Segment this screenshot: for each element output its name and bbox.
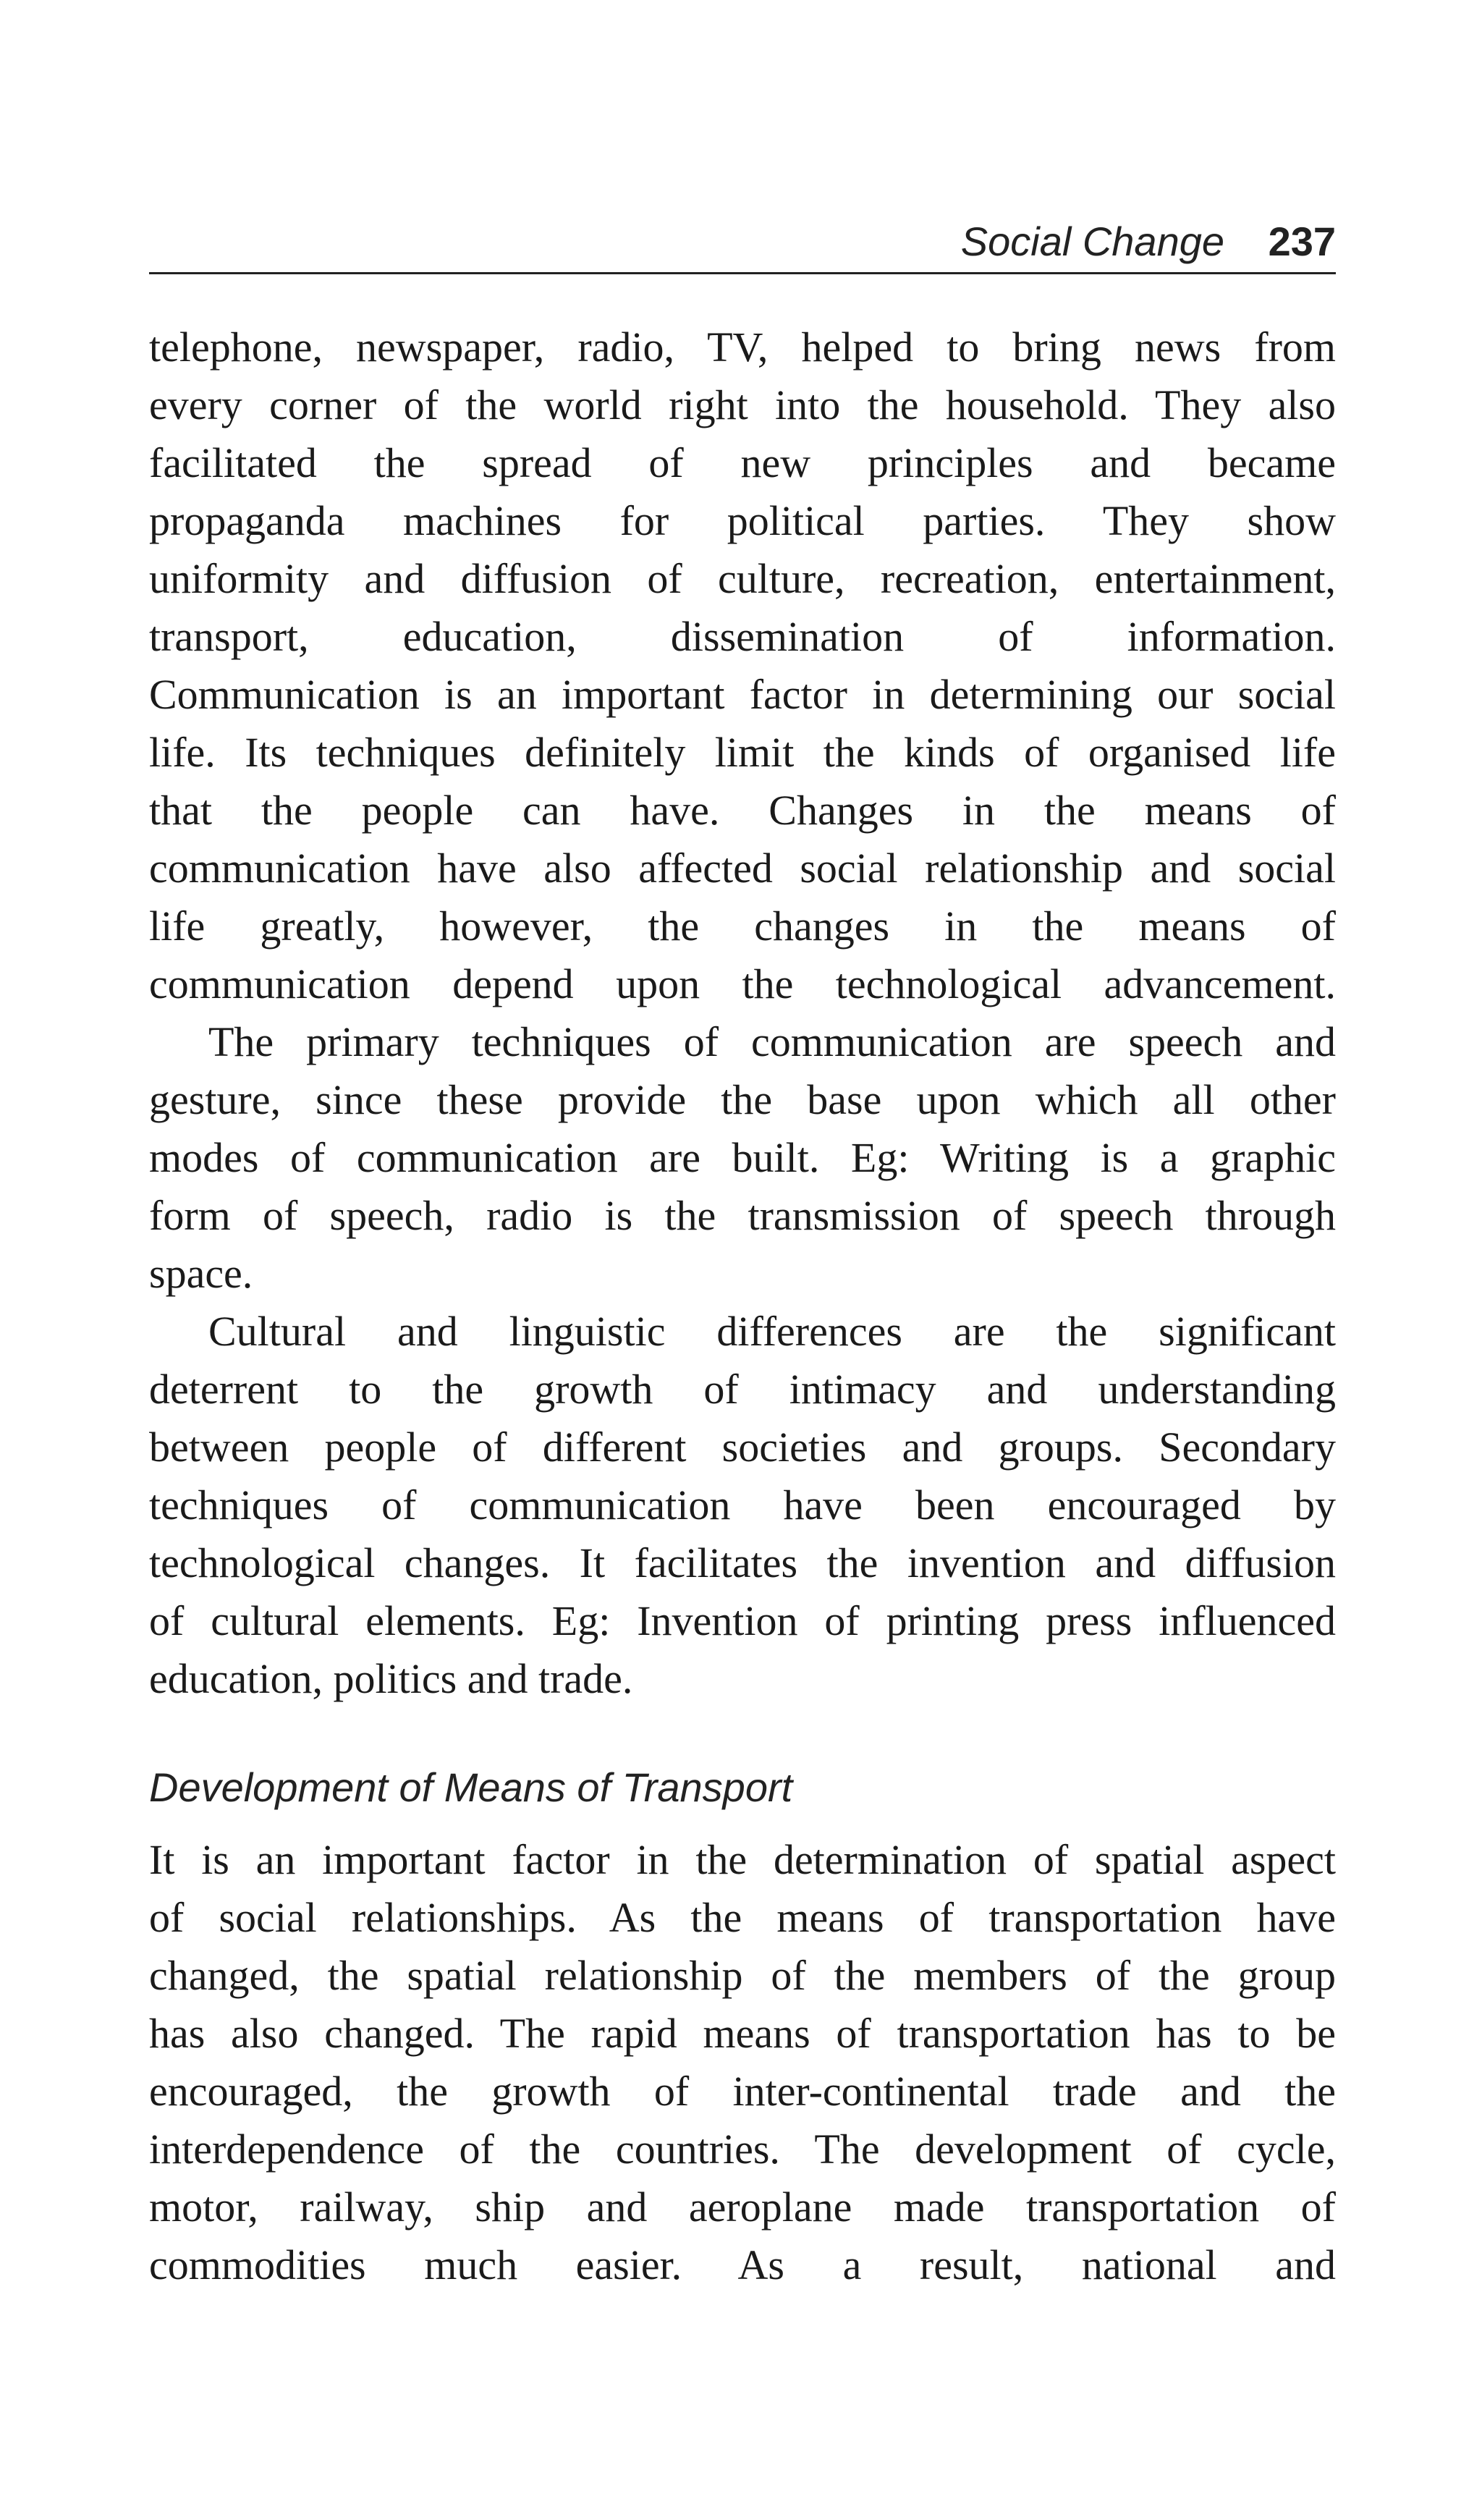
text-line: propaganda machines for political parties. They show bbox=[149, 497, 1336, 544]
text-line: deterrent to the growth of intimacy and understanding bbox=[149, 1366, 1336, 1413]
body-text bbox=[149, 318, 1336, 1708]
text-line: The primary techniques of communication are speech and bbox=[208, 1018, 1336, 1065]
text-line: every corner of the world right into the household. They also bbox=[149, 381, 1336, 428]
page-number: 237 bbox=[1268, 219, 1336, 264]
paragraph-1 bbox=[149, 318, 1336, 1013]
text-line: changed, the spatial relationship of the members of the group bbox=[149, 1952, 1336, 1999]
text-line: Communication is an important factor in determining our social bbox=[149, 671, 1336, 718]
paragraph-3 bbox=[149, 1303, 1336, 1708]
text-line: of social relationships. As the means of transportation have bbox=[149, 1894, 1336, 1941]
text-line: telephone, newspaper, radio, TV, helped to bring news from bbox=[149, 324, 1336, 371]
text-line: communication have also affected social relationship and social bbox=[149, 845, 1336, 892]
section-heading: Development of Means of Transport bbox=[149, 1764, 793, 1810]
text-line: transport, education, dissemination of information. bbox=[149, 613, 1336, 660]
text-line: techniques of communication have been encouraged by bbox=[149, 1481, 1336, 1529]
text-line: uniformity and diffusion of culture, recreation, entertainment, bbox=[149, 555, 1336, 602]
text-line: encouraged, the growth of inter-continental trade and the bbox=[149, 2068, 1336, 2115]
text-line: technological changes. It facilitates the invention and diffusion bbox=[149, 1539, 1336, 1586]
text-line: Cultural and linguistic differences are the significant bbox=[208, 1308, 1336, 1355]
text-line: commodities much easier. As a result, national and bbox=[149, 2241, 1336, 2288]
text-line: between people of different societies and groups. Secondary bbox=[149, 1424, 1336, 1471]
text-line: has also changed. The rapid means of transportation has to be bbox=[149, 2010, 1336, 2057]
text-line: that the people can have. Changes in the means of bbox=[149, 787, 1336, 834]
paragraph-2 bbox=[149, 1013, 1336, 1303]
text-line: motor, railway, ship and aeroplane made transportation of bbox=[149, 2183, 1336, 2231]
text-line: modes of communication are built. Eg: Writing is a graphic bbox=[149, 1134, 1336, 1181]
text-line: education, politics and trade. bbox=[149, 1655, 633, 1702]
text-line: of cultural elements. Eg: Invention of printing press influenced bbox=[149, 1597, 1336, 1644]
text-line: life greatly, however, the changes in the means of bbox=[149, 902, 1336, 950]
text-line: interdependence of the countries. The development of cycle, bbox=[149, 2126, 1336, 2173]
running-header bbox=[149, 210, 1336, 274]
text-line: It is an important factor in the determination of spatial aspect bbox=[149, 1836, 1336, 1883]
text-line: facilitated the spread of new principles and became bbox=[149, 439, 1336, 486]
text-line: form of speech, radio is the transmission of speech through bbox=[149, 1192, 1336, 1239]
text-line: space. bbox=[149, 1250, 253, 1297]
text-line: gesture, since these provide the base upon which all other bbox=[149, 1076, 1336, 1123]
running-header-title: Social Change bbox=[960, 219, 1224, 264]
text-line: communication depend upon the technological advancement. bbox=[149, 960, 1336, 1007]
text-line: life. Its techniques definitely limit the kinds of organised life bbox=[149, 729, 1336, 776]
section-body bbox=[149, 1831, 1336, 2294]
